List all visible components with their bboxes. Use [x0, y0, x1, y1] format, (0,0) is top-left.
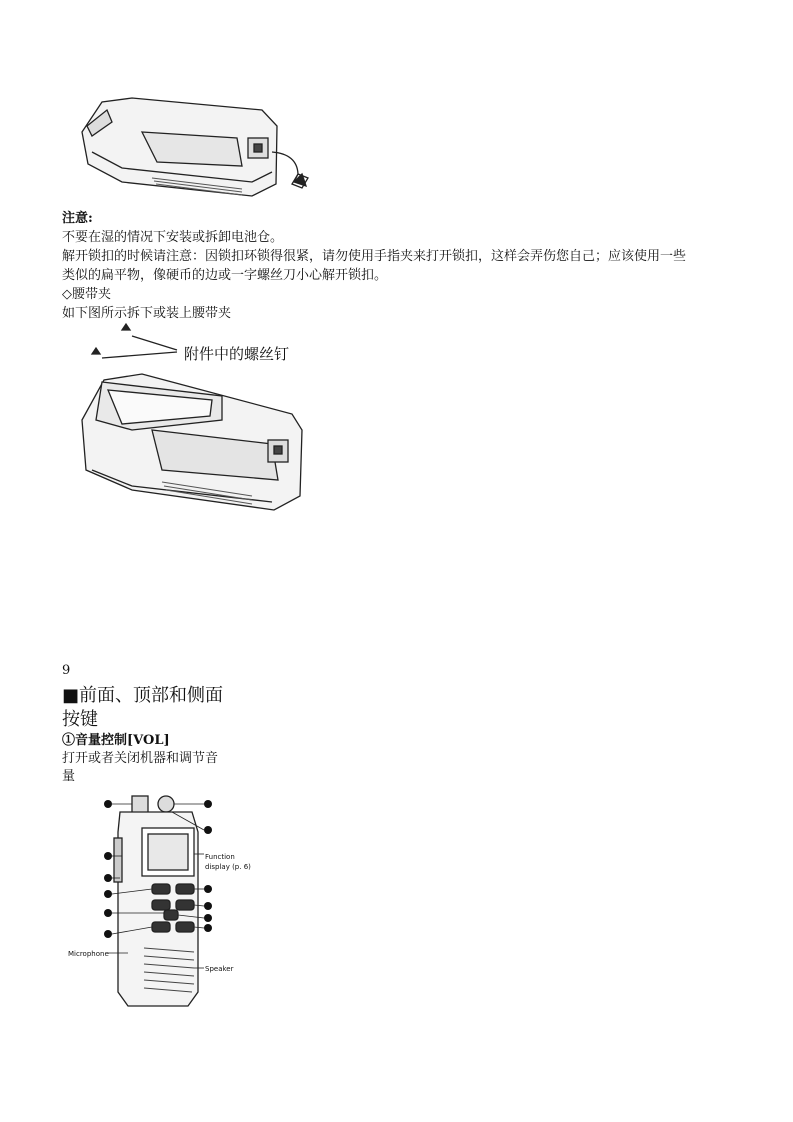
battery-latch-figure	[62, 92, 322, 204]
note-line-3: 类似的扁平物，像硬币的边或一字螺丝刀小心解开锁扣。	[62, 268, 388, 283]
note-title: 注意:	[62, 211, 93, 226]
screw-label: 附件中的螺丝钉	[184, 345, 290, 363]
note-line-2: 解开锁扣的时候请注意：因锁扣环锁得很紧，请勿使用手指夹来打开锁扣，这样会弄伤您自己；应该使用一些	[62, 249, 687, 264]
note-line-1: 不要在湿的情况下安装或拆卸电池仓。	[62, 230, 284, 245]
section-subheading: 按键	[62, 709, 98, 730]
section-heading: ■前面、顶部和侧面	[62, 685, 224, 706]
page-number: 9	[62, 663, 71, 678]
belt-clip-heading: ◇腰带夹	[62, 287, 111, 302]
vol-title: ①音量控制[VOL]	[62, 733, 170, 748]
display-label: display (p. 6)	[205, 863, 251, 871]
microphone-label: Microphone	[68, 950, 109, 958]
belt-clip-caption: 如下图所示拆下或装上腰带夹	[62, 306, 232, 321]
radio-front-figure	[62, 792, 262, 1014]
function-label: Function	[205, 853, 235, 861]
vol-desc-line-1: 打开或者关闭机器和调节音	[62, 751, 219, 766]
speaker-label: Speaker	[205, 965, 234, 973]
vol-desc-line-2: 量	[62, 769, 76, 784]
